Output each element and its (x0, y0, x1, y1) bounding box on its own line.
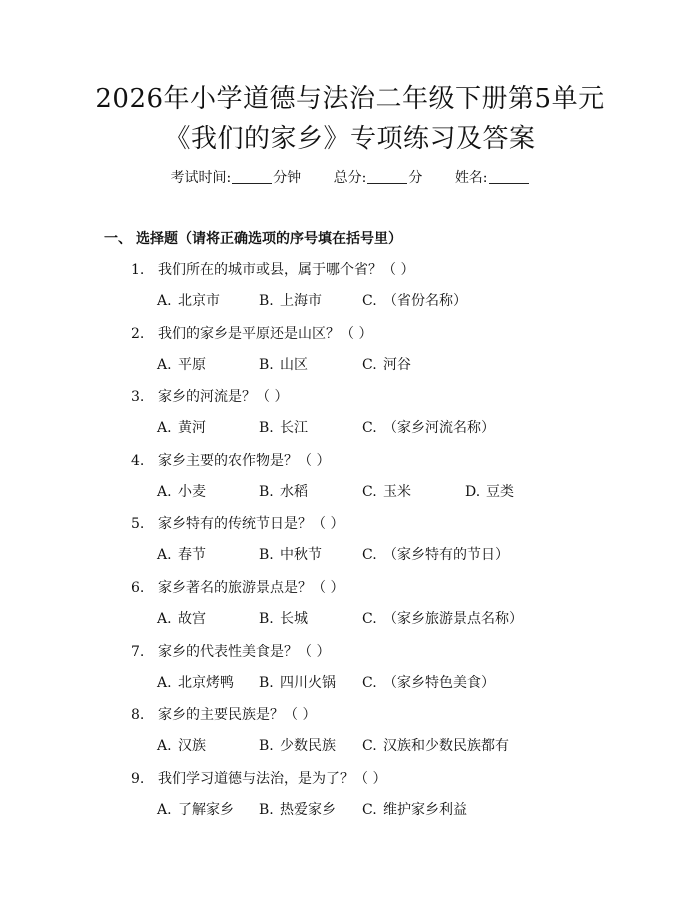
option-letter: C. (362, 357, 377, 373)
question-number: 4. (131, 453, 145, 469)
option-letter: A. (157, 802, 172, 818)
option-b[interactable] (259, 482, 308, 502)
question-text: 家乡主要的农作物是？（ ） (158, 453, 331, 469)
option-text: 汉族 (178, 738, 206, 754)
option-letter: C. (362, 675, 377, 691)
option-a[interactable] (157, 545, 206, 565)
option-letter: B. (259, 802, 274, 818)
option-letter: A. (157, 293, 172, 309)
option-letter: C. (362, 484, 377, 500)
question-text: 家乡的主要民族是？（ ） (158, 707, 317, 723)
option-text: （家乡河流名称） (383, 420, 495, 436)
total-score-blank[interactable] (367, 169, 407, 184)
question-text: 我们学习道德与法治，是为了？（ ） (158, 771, 387, 787)
question-text: 我们所在的城市或县，属于哪个省？（ ） (158, 262, 415, 278)
option-text: 故宫 (178, 611, 206, 627)
option-text: 北京烤鸭 (178, 675, 234, 691)
question-9 (131, 769, 386, 789)
question-number: 1. (131, 262, 145, 278)
option-text: 了解家乡 (178, 802, 234, 818)
question-3 (131, 387, 288, 407)
option-letter: C. (362, 611, 377, 627)
page-title-line2: 《我们的家乡》专项练习及答案 (164, 124, 536, 154)
question-text: 家乡的河流是？（ ） (158, 389, 289, 405)
question-1 (131, 260, 414, 280)
option-letter: B. (259, 675, 274, 691)
option-text: 小麦 (178, 484, 206, 500)
total-score (334, 170, 427, 186)
option-letter: A. (157, 611, 172, 627)
exam-time-unit: 分钟 (273, 170, 302, 186)
question-2 (131, 324, 372, 344)
option-text: 长江 (280, 420, 308, 436)
option-c[interactable] (362, 355, 411, 375)
student-name (455, 170, 530, 186)
question-8 (131, 705, 316, 725)
option-text: 黄河 (178, 420, 206, 436)
option-letter: A. (157, 357, 172, 373)
option-letter: C. (362, 802, 377, 818)
option-letter: A. (157, 547, 172, 563)
option-text: 豆类 (486, 484, 514, 500)
option-text: （省份名称） (383, 293, 467, 309)
option-letter: A. (157, 738, 172, 754)
exam-time-label: 考试时间: (170, 170, 232, 186)
question-number: 9. (131, 771, 145, 787)
option-text: 维护家乡利益 (383, 802, 467, 818)
option-text: 中秋节 (280, 547, 322, 563)
option-letter: B. (259, 738, 274, 754)
option-c[interactable] (362, 291, 467, 311)
option-a[interactable] (157, 673, 234, 693)
option-letter: B. (259, 484, 274, 500)
option-c[interactable] (362, 800, 467, 820)
option-text: 热爱家乡 (280, 802, 336, 818)
total-score-unit: 分 (408, 170, 423, 186)
option-b[interactable] (259, 673, 336, 693)
option-b[interactable] (259, 291, 322, 311)
option-b[interactable] (259, 736, 336, 756)
question-text: 家乡著名的旅游景点是？（ ） (158, 580, 345, 596)
option-c[interactable] (362, 736, 509, 756)
option-letter: A. (157, 420, 172, 436)
option-letter: B. (259, 611, 274, 627)
option-text: 汉族和少数民族都有 (383, 738, 509, 754)
option-text: 河谷 (383, 357, 411, 373)
option-letter: C. (362, 420, 377, 436)
option-letter: C. (362, 547, 377, 563)
option-c[interactable] (362, 609, 523, 629)
option-letter: C. (362, 738, 377, 754)
exam-time-blank[interactable] (232, 169, 272, 184)
option-letter: B. (259, 357, 274, 373)
option-text: 山区 (280, 357, 308, 373)
option-text: （家乡特色美食） (383, 675, 495, 691)
total-score-label: 总分: (333, 170, 367, 186)
section-title: 选择题（请将正确选项的序号填在括号里） (136, 231, 402, 247)
exam-time (170, 170, 305, 186)
option-text: 长城 (280, 611, 308, 627)
question-number: 8. (131, 707, 145, 723)
question-number: 6. (131, 580, 145, 596)
question-text: 家乡特有的传统节日是？（ ） (158, 516, 345, 532)
student-name-label: 姓名: (454, 170, 488, 186)
question-text: 我们的家乡是平原还是山区？（ ） (158, 326, 373, 342)
question-number: 5. (131, 516, 145, 532)
option-a[interactable] (157, 291, 220, 311)
question-4 (131, 451, 330, 471)
question-5 (131, 514, 344, 534)
option-a[interactable] (157, 482, 206, 502)
question-6 (131, 578, 344, 598)
option-c[interactable] (362, 673, 495, 693)
option-letter: B. (259, 547, 274, 563)
option-c[interactable] (362, 545, 509, 565)
option-b[interactable] (259, 355, 308, 375)
question-7 (131, 642, 330, 662)
option-text: 上海市 (280, 293, 322, 309)
option-text: 北京市 (178, 293, 220, 309)
option-letter: A. (157, 675, 172, 691)
question-text: 家乡的代表性美食是？（ ） (158, 644, 331, 660)
option-a[interactable] (157, 418, 206, 438)
option-letter: B. (259, 293, 274, 309)
section-number: 一、 (104, 231, 132, 247)
option-text: 水稻 (280, 484, 308, 500)
option-b[interactable] (259, 800, 336, 820)
option-text: 四川火锅 (280, 675, 336, 691)
option-b[interactable] (259, 609, 308, 629)
question-number: 2. (131, 326, 145, 342)
option-text: （家乡旅游景点名称） (383, 611, 523, 627)
option-a[interactable] (157, 355, 206, 375)
exam-meta (0, 168, 700, 188)
option-text: 玉米 (383, 484, 411, 500)
option-c[interactable] (362, 418, 495, 438)
option-text: 平原 (178, 357, 206, 373)
option-text: （家乡特有的节日） (383, 547, 509, 563)
section-heading (104, 229, 402, 249)
option-d[interactable] (465, 482, 514, 502)
option-b[interactable] (259, 418, 308, 438)
page-title-line1: 2026年小学道德与法治二年级下册第5单元 (95, 84, 605, 114)
option-text: 春节 (178, 547, 206, 563)
option-a[interactable] (157, 736, 206, 756)
question-number: 7. (131, 644, 145, 660)
option-letter: B. (259, 420, 274, 436)
option-b[interactable] (259, 545, 322, 565)
option-a[interactable] (157, 800, 234, 820)
option-letter: D. (465, 484, 481, 500)
student-name-blank[interactable] (489, 169, 529, 184)
option-c[interactable] (362, 482, 411, 502)
question-number: 3. (131, 389, 145, 405)
option-a[interactable] (157, 609, 206, 629)
option-letter: A. (157, 484, 172, 500)
option-text: 少数民族 (280, 738, 336, 754)
option-letter: C. (362, 293, 377, 309)
